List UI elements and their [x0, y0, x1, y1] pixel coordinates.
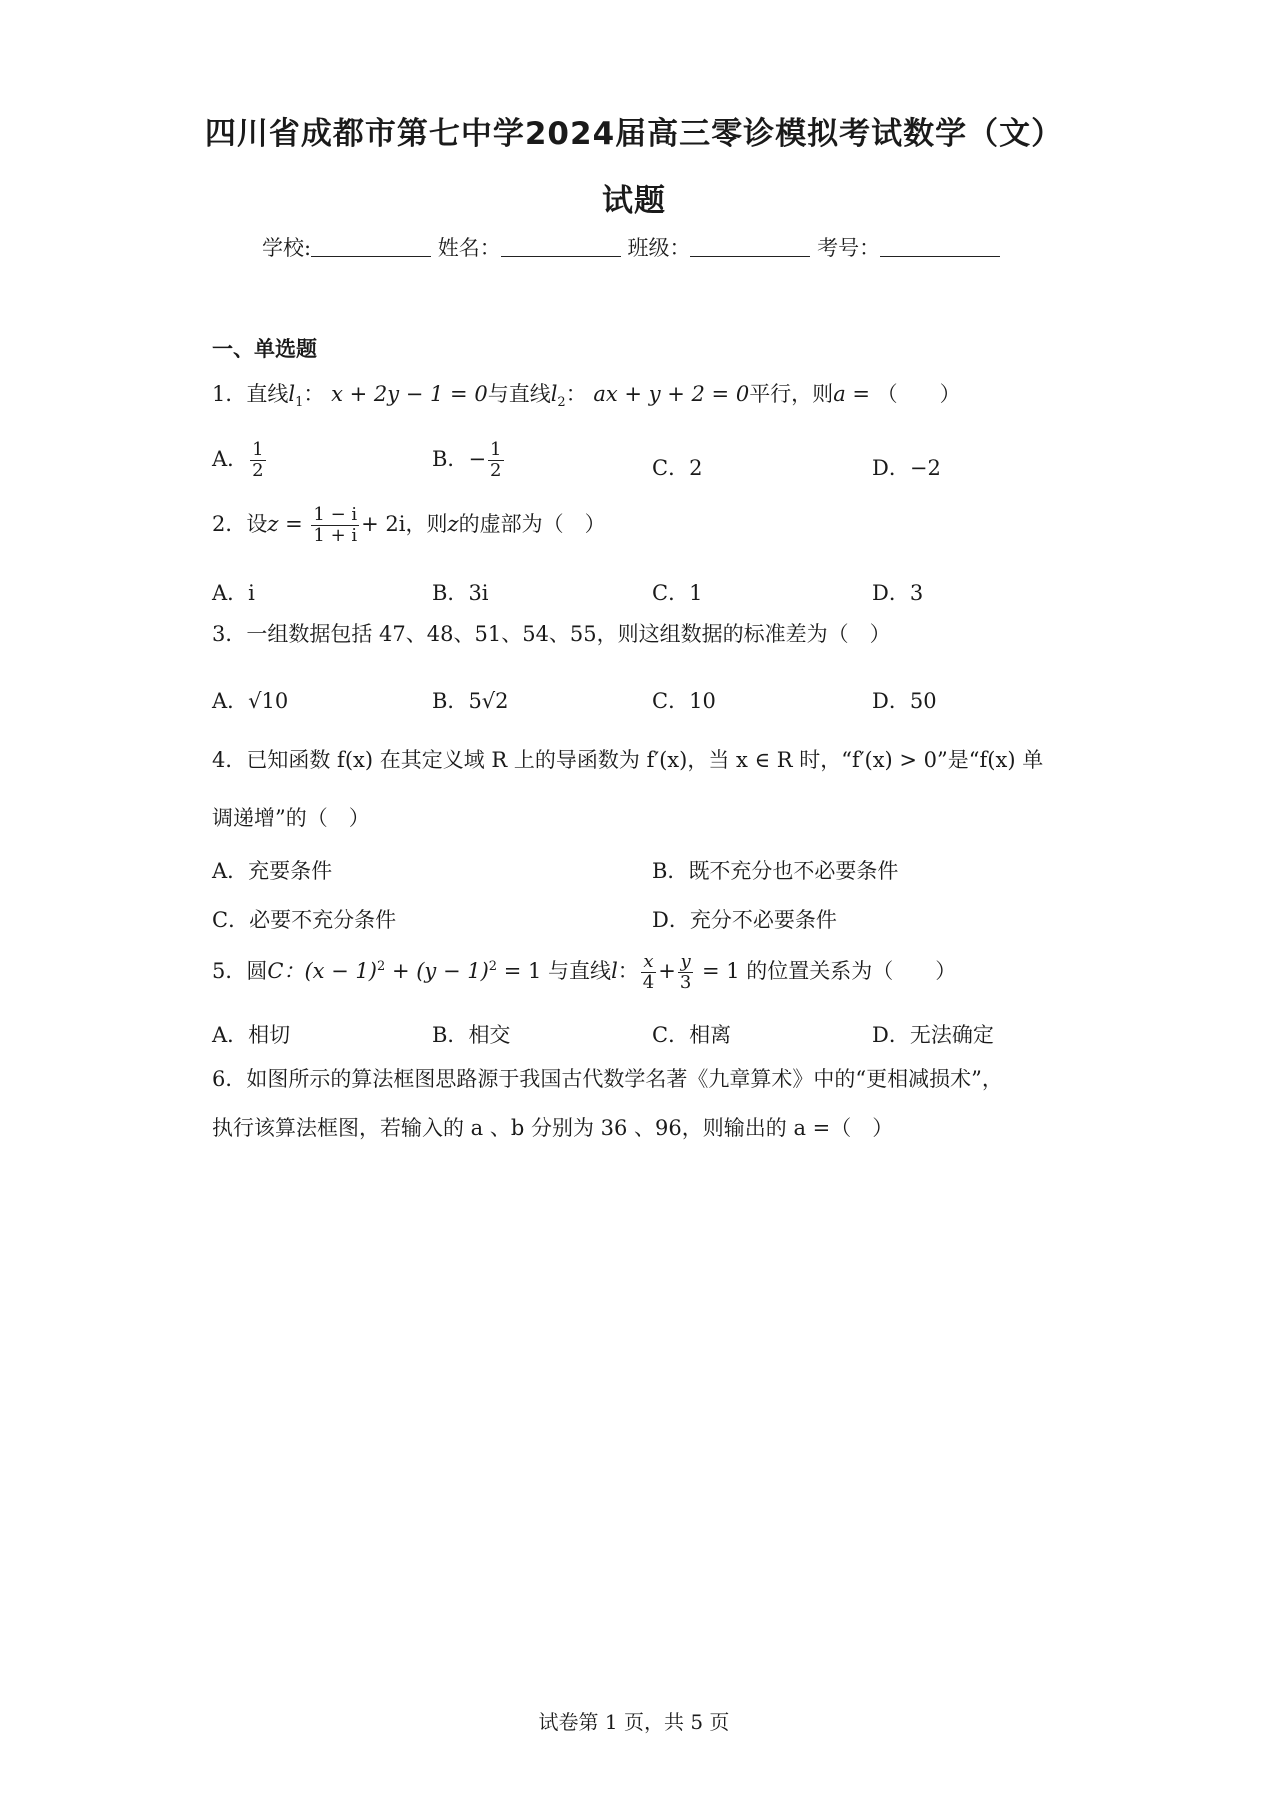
id-label: 考号：	[817, 236, 881, 260]
numerator: x	[641, 952, 656, 973]
option-1b[interactable]	[432, 440, 506, 481]
stem-text: ：	[617, 958, 639, 983]
denominator: 2	[252, 459, 264, 481]
option-3c[interactable]	[652, 685, 716, 715]
question-number: 2．	[212, 511, 247, 536]
class-blank[interactable]	[690, 238, 810, 257]
math-var: a	[833, 382, 846, 406]
option-label: C．	[652, 689, 690, 713]
stem-text: 圆	[246, 958, 268, 983]
math-var: l	[550, 382, 558, 406]
numerator: 1	[252, 439, 264, 460]
option-label: B．	[432, 1023, 469, 1047]
option-text: 3i	[468, 581, 489, 605]
option-text: √10	[248, 689, 289, 713]
equation: x + 2y − 1 = 0	[331, 382, 488, 406]
option-1d[interactable]	[872, 452, 941, 482]
option-label: A．	[212, 1023, 249, 1047]
denominator: 4	[642, 971, 655, 993]
question-4	[212, 748, 1043, 773]
page-footer: 试卷第 1 页，共 5 页	[538, 1710, 730, 1734]
option-label: C．	[652, 1023, 690, 1047]
equation: ax + y + 2 = 0	[593, 382, 750, 406]
option-label: D．	[872, 581, 910, 605]
option-label: C．	[652, 456, 690, 480]
option-text: 50	[909, 689, 937, 713]
option-label: A．	[212, 446, 249, 471]
stem-text: = （ ）	[845, 382, 961, 406]
name-label: 姓名：	[437, 236, 501, 260]
option-label: C．	[652, 581, 690, 605]
option-label: A．	[212, 581, 249, 605]
option-4a[interactable]	[212, 855, 332, 885]
fraction-y	[678, 952, 693, 993]
option-text: 充分不必要条件	[689, 908, 837, 932]
option-text: 相切	[248, 1023, 291, 1047]
question-6-line2: 执行该算法框图，若输入的 a 、b 分别为 36 、96，则输出的 a =（ ）	[212, 1116, 894, 1140]
option-1c[interactable]	[652, 452, 702, 482]
option-label: D．	[872, 689, 910, 713]
option-text: 既不充分也不必要条件	[688, 859, 899, 883]
option-text: 必要不充分条件	[249, 908, 397, 932]
option-2a[interactable]	[212, 577, 255, 607]
option-3d[interactable]	[872, 685, 937, 715]
stem-text: ：	[303, 382, 325, 406]
option-label: D．	[872, 1023, 910, 1047]
exam-title-line2: 试题	[602, 183, 666, 219]
question-number: 5．	[212, 958, 247, 983]
question-2	[212, 505, 606, 546]
minus-sign: −	[468, 446, 487, 471]
question-number: 4．	[212, 748, 247, 772]
option-4b[interactable]	[652, 855, 898, 885]
name-blank[interactable]	[501, 238, 621, 257]
stem-text: 如图所示的算法框图思路源于我国古代数学名著《九章算术》中的“更相减损术”，	[246, 1067, 1003, 1091]
fraction	[250, 440, 265, 481]
math-var: l	[611, 958, 618, 983]
option-text: 相交	[468, 1023, 511, 1047]
school-blank[interactable]	[311, 238, 431, 257]
denominator: 3	[679, 971, 692, 993]
option-label: C．	[212, 908, 250, 932]
equation: ：(x − 1)	[283, 958, 377, 983]
option-label: B．	[652, 859, 689, 883]
option-label: D．	[872, 456, 910, 480]
question-6	[212, 1067, 1003, 1092]
question-3	[212, 622, 891, 647]
option-text: 无法确定	[909, 1023, 994, 1047]
numerator: 1	[490, 439, 502, 460]
question-number: 3．	[212, 622, 247, 646]
math-var: l	[288, 382, 296, 406]
stem-text: 已知函数 f(x) 在其定义域 R 上的导函数为 f′(x)，当 x ∈ R 时，“f′(x) > 0”是“f(x) 单	[246, 748, 1044, 772]
equals-sign: =	[278, 511, 310, 536]
stem-text: 的虚部为（ ）	[458, 511, 606, 536]
question-4-line2: 调递增”的（ ）	[212, 806, 370, 830]
stem-text: 设	[246, 511, 268, 536]
option-label: A．	[212, 859, 249, 883]
option-text: 充要条件	[248, 859, 333, 883]
numerator: 1 − i	[313, 504, 358, 525]
option-label: D．	[652, 908, 690, 932]
exponent: 2	[488, 958, 498, 974]
option-5d[interactable]	[872, 1019, 994, 1049]
math-var: C	[267, 958, 284, 983]
denominator: 1 + i	[313, 524, 358, 546]
stem-text: 一组数据包括 47、48、51、54、55，则这组数据的标准差为（ ）	[246, 622, 891, 646]
question-5	[212, 952, 956, 993]
plus-sign: +	[658, 958, 676, 983]
stem-text: ：	[565, 382, 587, 406]
option-label: A．	[212, 689, 249, 713]
option-5c[interactable]	[652, 1019, 731, 1049]
option-text: −2	[909, 456, 941, 480]
question-number: 6．	[212, 1067, 247, 1091]
math-var: z	[267, 511, 279, 536]
option-label: B．	[432, 581, 469, 605]
exponent: 2	[377, 958, 386, 974]
fraction	[488, 440, 503, 481]
option-label: B．	[432, 446, 469, 471]
option-2b[interactable]	[432, 577, 489, 607]
stem-text: = 1 的位置关系为（ ）	[695, 958, 957, 983]
equation: + (y − 1)	[385, 958, 489, 983]
question-1	[212, 382, 961, 411]
question-number: 1．	[212, 382, 247, 406]
option-label: B．	[432, 689, 469, 713]
option-text: 1	[689, 581, 703, 605]
subscript: 1	[295, 395, 304, 411]
stem-text: 直线	[246, 382, 289, 406]
student-info-row	[262, 232, 1000, 262]
subscript: 2	[557, 395, 566, 411]
stem-text: + 2i，则	[361, 511, 448, 536]
denominator: 2	[490, 459, 502, 481]
section-title: 一、单选题	[212, 337, 317, 361]
fraction-x	[641, 952, 656, 993]
class-label: 班级：	[627, 236, 691, 260]
option-5b[interactable]	[432, 1019, 510, 1049]
option-3b[interactable]	[432, 685, 509, 715]
math-var: z	[447, 511, 459, 536]
fraction	[311, 505, 359, 546]
numerator: y	[678, 952, 693, 973]
id-blank[interactable]	[880, 238, 1000, 257]
option-2c[interactable]	[652, 577, 702, 607]
stem-text: 与直线	[487, 382, 551, 406]
option-1a[interactable]	[212, 440, 268, 481]
option-text: 2	[689, 456, 703, 480]
option-text: 5√2	[468, 689, 509, 713]
option-3a[interactable]	[212, 685, 288, 715]
option-5a[interactable]	[212, 1019, 290, 1049]
option-text: 3	[909, 581, 924, 605]
option-2d[interactable]	[872, 577, 923, 607]
option-text: 10	[689, 689, 716, 713]
option-text: i	[248, 581, 255, 605]
option-text: 相离	[689, 1023, 732, 1047]
stem-text: = 1 与直线	[497, 958, 612, 983]
school-label: 学校:	[262, 236, 312, 260]
option-4d[interactable]	[652, 904, 837, 934]
stem-text: 平行，则	[749, 382, 834, 406]
option-4c[interactable]	[212, 904, 396, 934]
exam-title-line1: 四川省成都市第七中学2024届高三零诊模拟考试数学（文）	[204, 116, 1064, 152]
